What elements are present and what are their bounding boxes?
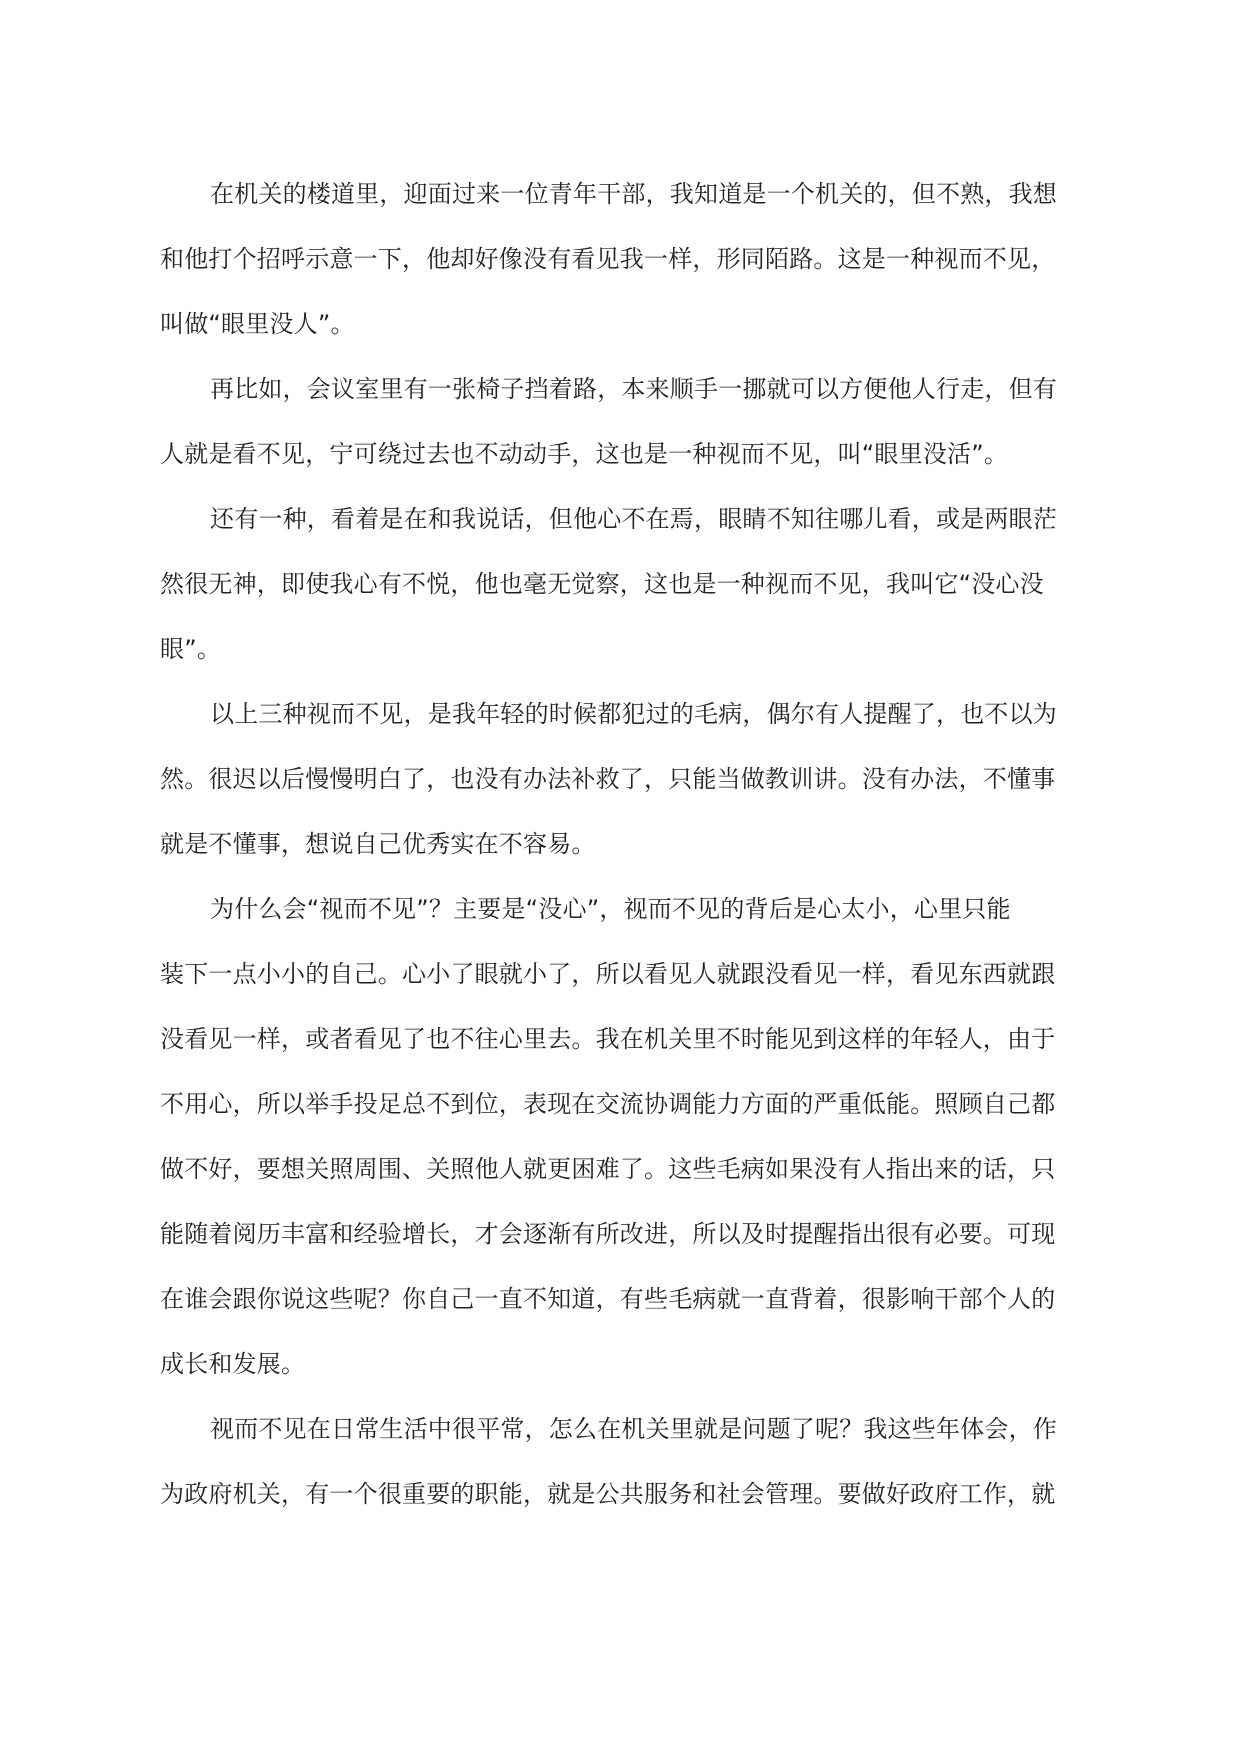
text-line: 叫做“眼里没人”。: [160, 310, 355, 338]
text-line: 在机关的楼道里，迎面过来一位青年干部，我知道是一个机关的，但不熟，我想: [210, 180, 1057, 208]
document-body: [160, 162, 1090, 1527]
text-line: 装下一点小小的自己。心小了眼就小了，所以看见人就跟没看见一样，看见东西就跟: [160, 960, 1056, 988]
text-line: 为什么会“视而不见”？主要是“没心”，视而不见的背后是心太小，心里只能: [210, 895, 1011, 923]
text-line: 人就是看不见，宁可绕过去也不动动手，这也是一种视而不见，叫“眼里没活”。: [160, 440, 1009, 468]
text-line: 然。很迟以后慢慢明白了，也没有办法补救了，只能当做教训讲。没有办法，不懂事: [160, 765, 1056, 793]
text-line: 和他打个招呼示意一下，他却好像没有看见我一样，形同陌路。这是一种视而不见，: [160, 245, 1056, 273]
text-line: 就是不懂事，想说自己优秀实在不容易。: [160, 830, 596, 858]
text-line: 视而不见在日常生活中很平常，怎么在机关里就是问题了呢？我这些年体会，作: [210, 1415, 1057, 1443]
text-line: 做不好，要想关照周围、关照他人就更困难了。这些毛病如果没有人指出来的话，只: [160, 1155, 1056, 1183]
text-line: 再比如，会议室里有一张椅子挡着路，本来顺手一挪就可以方便他人行走，但有: [210, 375, 1057, 403]
text-line: 还有一种，看着是在和我说话，但他心不在焉，眼睛不知往哪儿看，或是两眼茫: [210, 505, 1057, 533]
text-line: 成长和发展。: [160, 1350, 306, 1378]
text-line: 在谁会跟你说这些呢？你自己一直不知道，有些毛病就一直背着，很影响干部个人的: [160, 1285, 1056, 1313]
text-line: 以上三种视而不见，是我年轻的时候都犯过的毛病，偶尔有人提醒了，也不以为: [210, 700, 1057, 728]
paragraph: [160, 487, 1090, 682]
paragraph: [160, 1397, 1090, 1527]
text-line: 不用心，所以举手投足总不到位，表现在交流协调能力方面的严重低能。照顾自己都: [160, 1090, 1056, 1118]
text-line: 然很无神，即使我心有不悦，他也毫无觉察，这也是一种视而不见，我叫它“没心没: [160, 570, 1044, 598]
paragraph: [160, 162, 1090, 357]
paragraph: [160, 682, 1090, 877]
text-line: 眼”。: [160, 635, 222, 663]
text-line: 为政府机关，有一个很重要的职能，就是公共服务和社会管理。要做好政府工作，就: [160, 1480, 1056, 1508]
text-line: 能随着阅历丰富和经验增长，才会逐渐有所改进，所以及时提醒指出很有必要。可现: [160, 1220, 1056, 1248]
text-line: 没看见一样，或者看见了也不往心里去。我在机关里不时能见到这样的年轻人，由于: [160, 1025, 1056, 1053]
paragraph: [160, 877, 1090, 1397]
paragraph: [160, 357, 1090, 487]
